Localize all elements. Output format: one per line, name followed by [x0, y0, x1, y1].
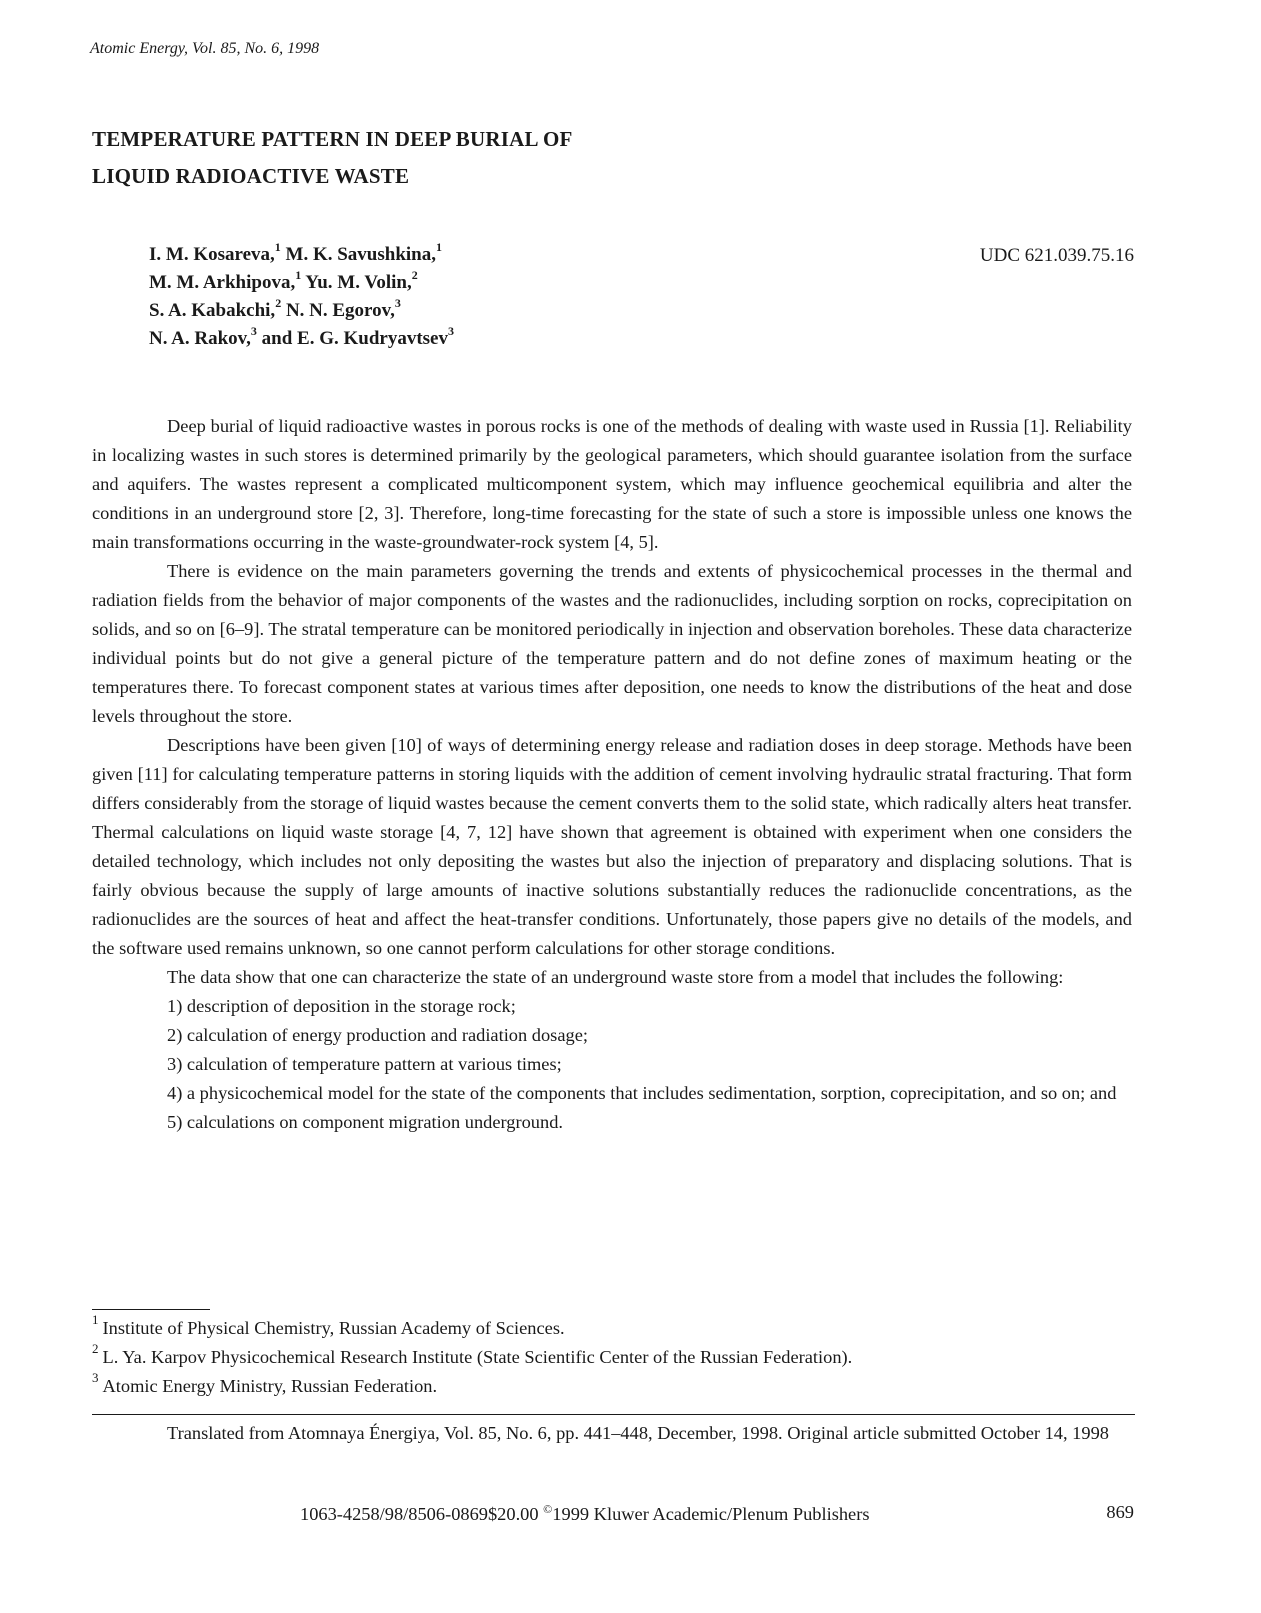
affiliation-mark: 2 — [275, 295, 282, 310]
affiliation-mark: 1 — [436, 239, 443, 254]
affiliation-mark: 1 — [295, 267, 302, 282]
footnote — [92, 1311, 1132, 1343]
footnote-separator — [92, 1309, 210, 1310]
article-body — [92, 412, 1132, 1137]
model-list-item: 1) description of deposition in the storage rock; — [167, 996, 516, 1016]
body-paragraph: The data show that one can characterize the state of an underground waste store from a model that includes the following: — [167, 967, 1064, 987]
author-name: I. M. Kosareva, — [149, 244, 275, 265]
body-paragraph: Descriptions have been given [10] of ways of determining energy release and radiation doses in deep storage. Methods have been given [11] for calculating temperature patterns in storing liquids with the addition of cement involving hydraulic stratal fracturing. That form differs considerably from the storage of liquid wastes because the cement converts them to the solid state, which radically alters heat transfer. Thermal calculations on liquid waste storage [4, 7, 12] have shown that agreement is obtained with experiment when one considers the detailed technology, which includes not only depositing the wastes but also the injection of preparatory and displacing solutions. That is fairly obvious because the supply of large amounts of inactive solutions substantially reduces the radionuclide concentrations, as the radionuclides are the sources of heat and affect the heat-transfer conditions. Unfortunately, those papers give no details of the models, and the software used remains unknown, so one cannot perform calculations for other storage conditions. — [92, 735, 1132, 958]
body-paragraph: Deep burial of liquid radioactive wastes in porous rocks is one of the methods of dealing with waste used in Russia [1]. Reliability in localizing wastes in such stores is determined primarily by the geological parameters, which should guarantee isolation from the surface and aquifers. The wastes represent a complicated multicomponent system, which may influence geochemical equilibria and alter the conditions in an underground store [2, 3]. Therefore, long-time forecasting for the state of such a store is impossible unless one knows the main transformations occurring in the waste-groundwater-rock system [4, 5]. — [92, 416, 1132, 552]
author-line — [149, 325, 709, 353]
author-line — [149, 297, 709, 325]
model-list-item: 2) calculation of energy production and radiation dosage; — [167, 1025, 588, 1045]
affiliation-mark: 3 — [250, 323, 257, 338]
publication-footer — [300, 1502, 870, 1525]
author-name: N. A. Rakov, — [149, 328, 251, 349]
article-title-line-1: TEMPERATURE PATTERN IN DEEP BURIAL OF — [92, 127, 573, 151]
author-name: N. N. Egorov, — [285, 300, 395, 321]
author-list — [149, 241, 709, 353]
author-name: M. M. Arkhipova, — [149, 272, 296, 293]
model-list-item: 3) calculation of temperature pattern at various times; — [167, 1054, 562, 1074]
footnote-text: L. Ya. Karpov Physicochemical Research Institute (State Scientific Center of the Russian Federation). — [102, 1347, 853, 1367]
translation-separator — [92, 1414, 1135, 1415]
footnotes — [92, 1309, 1132, 1401]
footnote-mark: 3 — [92, 1369, 99, 1385]
footnote-text: Atomic Energy Ministry, Russian Federation. — [102, 1376, 438, 1396]
author-line — [149, 269, 709, 297]
translation-note: Translated from Atomnaya Énergiya, Vol. 85, No. 6, pp. 441–448, December, 1998. Original article submitted October 14, 1998 — [167, 1423, 1109, 1443]
footnote — [92, 1369, 1132, 1401]
model-list-item: 5) calculations on component migration underground. — [167, 1112, 563, 1132]
author-line — [149, 241, 709, 269]
footnote — [92, 1340, 1132, 1372]
affiliation-mark: 1 — [274, 239, 281, 254]
body-paragraph: There is evidence on the main parameters governing the trends and extents of physicochemical processes in the thermal and radiation fields from the behavior of major components of the wastes and the radionuclides, including sorption on rocks, coprecipitation on solids, and so on [6–9]. The stratal temperature can be monitored periodically in injection and observation boreholes. These data characterize individual points but do not give a general picture of the temperature pattern and do not define zones of maximum heating or the temperatures there. To forecast component states at various times after deposition, one needs to know the distributions of the heat and dose levels throughout the store. — [92, 561, 1132, 726]
author-name: and E. G. Kudryavtsev — [261, 328, 448, 349]
footnote-text: Institute of Physical Chemistry, Russian Academy of Sciences. — [102, 1318, 565, 1338]
copyright-symbol: © — [543, 1502, 553, 1516]
udc-code: UDC 621.039.75.16 — [979, 245, 1134, 266]
author-name: S. A. Kabakchi, — [149, 300, 276, 321]
affiliation-mark: 3 — [394, 295, 401, 310]
publisher-name: 1999 Kluwer Academic/Plenum Publishers — [552, 1504, 870, 1525]
article-title — [92, 121, 812, 195]
affiliation-mark: 2 — [411, 267, 418, 282]
journal-citation: Atomic Energy, Vol. 85, No. 6, 1998 — [90, 40, 320, 57]
footnote-mark: 2 — [92, 1340, 99, 1356]
issn-price: 1063-4258/98/8506-0869$20.00 — [300, 1504, 539, 1525]
author-name: Yu. M. Volin, — [305, 272, 412, 293]
affiliation-mark: 3 — [447, 323, 454, 338]
model-list-item: 4) a physicochemical model for the state of the components that includes sedimentation, sorption, coprecipitation, and so on; and — [167, 1083, 1117, 1103]
page-number: 869 — [1106, 1502, 1134, 1522]
article-title-line-2: LIQUID RADIOACTIVE WASTE — [92, 164, 410, 188]
footnote-mark: 1 — [92, 1311, 99, 1327]
author-name: M. K. Savushkina, — [285, 244, 437, 265]
